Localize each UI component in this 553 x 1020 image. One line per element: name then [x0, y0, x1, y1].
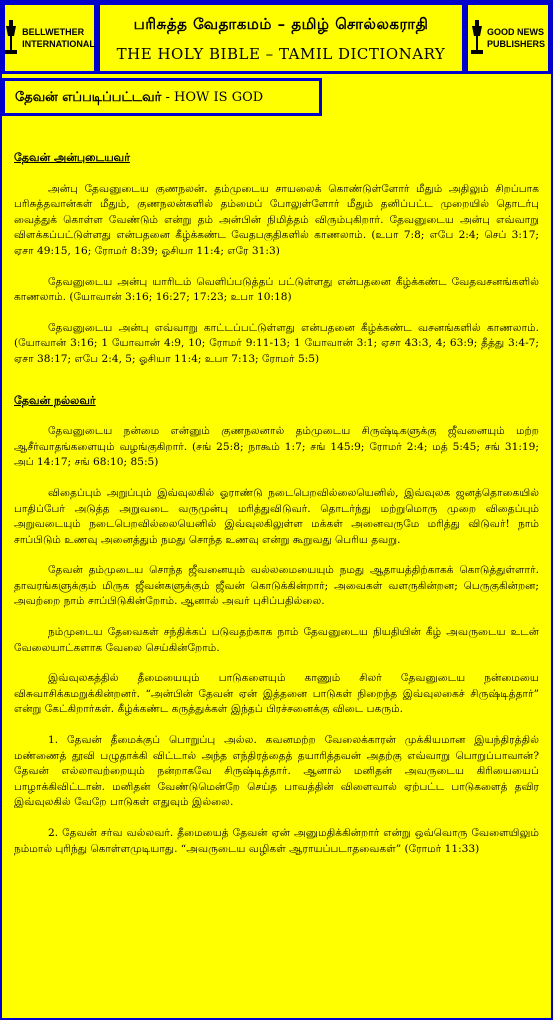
paragraph: இவ்வுலகத்தில் தீமையையும் பாடுகளையும் காணும் சிலர் தேவனுடைய நன்மையை விசுவாசிக்கமறுக்கின்றனர். “அன்பின் தேவன் ஏன் இத்தனை பாடுகள் நிறைந்த இவ்வுலகைச் சிருஷ்டித்தார்” என்று கேட்கிறார்கள். கீழ்க்கண்ட கருத்துக்கள் இந்தப் பிரச்சனைக்கு விடை பகரும். — [14, 672, 539, 716]
paragraph: தேவனுடைய அன்பு எவ்வாறு காட்டப்பட்டுள்ளது என்பதனை கீழ்க்கண்ட வசனங்களில் காணலாம். (யோவான் 3:16; 1 யோவான் 4:9, 10; ரோமர் 9:11-13; 1 யோவான் 3:1; ஏசா 43:3, 4; 63:9; தீத்து 3:4-7; ஏசா 38:17; எபே 2:4, 5; ஓசியா 11:4; உபா 7:13; ரோமர் 5:5) — [14, 321, 539, 365]
paragraph: 1. தேவன் தீமைக்குப் பொறுப்பு அல்ல. கவனமற்ற வேலைக்காரன் முக்கியமான இயந்திரத்தில் மண்ணைத் தூவி பழுதாக்கி விட்டால் அந்த எந்திரத்தைத் தயாரித்தவன் அதற்கு எவ்வாறு பொறுப்பாவான்? தேவன் எல்லாவற்றையும் நன்றாகவே சிருஷ்டித்தார். ஆனால் மனிதன் அவருடைய கிரியையைப் பாழாக்கிவிட்டான். மனிதன் வேண்டுமென்றே செய்த பாவத்தின் விளைவால் ஏற்பட்ட பாடுகளைத் தவிர இவ்வுலகில் வேறே பாடுகள் எதுவும் இல்லை. — [14, 734, 539, 809]
title-english: THE HOLY BIBLE – TAMIL DICTIONARY — [116, 45, 446, 63]
logo-left-line-2: INTERNATIONAL — [22, 39, 95, 49]
paragraph: விதைப்பும் அறுப்பும் இவ்வுலகில் ஓராண்டு நடைபெறவில்லையெனில், இவ்வுலக ஜனத்தொகையில் பாதிப்பேர் அடுத்த அறுவடை வருமுன்பு மரித்துவிடுவர். தொடர்ந்து மற்றுமொரு முறை விதைப்பும் அறுவடையும் நடைபெறவில்லையெனில் இவ்வுலகிலுள்ள மக்கள் அனைவருமே மரித்து விடுவர்! நாம் சாப்பிடும் உணவு அனைத்தும் நமது சொந்த உணவு என்று கூறுவது பெரிய தவறு. — [14, 486, 539, 546]
logo-right-line-1: GOOD NEWS — [486, 27, 544, 37]
bellwether-logo — [2, 2, 97, 74]
section-heading: தேவன் அன்புடையவர் — [14, 151, 130, 164]
paragraph: தேவனுடைய அன்பு யாரிடம் வெளிப்படுத்தப் பட்டுள்ளது என்பதனை கீழ்க்கண்ட வேதவசனங்களில் காணலாம். (யோவான் 3:16; 16:27; 17:23; உபா 10:18) — [14, 275, 539, 304]
topic-box — [2, 78, 322, 116]
topic-tamil: தேவன் எப்படிப்பட்டவர் — [15, 90, 162, 105]
article-body — [14, 150, 539, 872]
topic-english: - HOW IS GOD — [161, 90, 264, 105]
title-box — [97, 2, 465, 74]
paragraph: தேவன் தம்முடைய சொந்த ஜீவனையும் வல்லமையையும் நமது ஆதாயத்திற்காகக் கொடுத்துள்ளார். தாவரங்களுக்கும் மிருக ஜீவன்களுக்கும் ஜீவன் கொடுக்கின்றார்; அவைகள் வளருகின்றன; பெருகுகின்றன; அவற்றை நாம் சாப்பிடுகின்றோம். ஆனால் அவர் புசிப்பதில்லை. — [14, 564, 539, 608]
paragraph: தேவனுடைய நன்மை என்னும் குணநலனால் தம்முடைய சிருஷ்டிகளுக்கு ஜீவனையும் மற்ற ஆசீர்வாதங்களையும் வழங்குகிறார். (சங் 25:8; நாகூம் 1:7; சங் 145:9; ரோமர் 2:4; மத் 5:45; சங் 31:19; அப் 14:17; சங் 68:10; 85:5) — [14, 425, 539, 469]
paragraph: 2. தேவன் சர்வ வல்லவர். தீமையைத் தேவன் ஏன் அனுமதிக்கின்றார் என்று ஒவ்வொரு வேளையிலும் நம்மால் புரிந்து கொள்ளமுடியாது. “அவருடைய வழிகள் ஆராயப்படாதவைகள்” (ரோமர் 11:33) — [14, 827, 539, 855]
lamp-icon — [4, 18, 18, 58]
paragraph: நம்முடைய தேவைகள் சந்திக்கப் படுவதற்காக நாம் தேவனுடைய நியதியின் கீழ் அவருடைய உடன் வேலையாட்களாக வேலை செய்கின்றோம். — [14, 626, 539, 654]
lamp-icon — [471, 18, 483, 58]
title-tamil: பரிசுத்த வேதாகமம் – தமிழ் சொல்லகராதி — [133, 15, 429, 33]
section-heading: தேவன் நல்லவர் — [14, 393, 96, 407]
paragraph: அன்பு தேவனுடைய குணநலன். தம்முடைய சாயலைக் கொண்டுள்ளோர் மீதும் அதிலும் சிறப்பாக பரிசுத்தவான்கள் மீதும், குணநலன்களில் தம்மைப் போலுள்ளோர் மீதும் தனிப்பட்ட முறையில் தொடர்பு வைத்துக் கொள்ள வேண்டும் என்று தம் அன்பின் நிமித்தம் விரும்புகிறார். தேவனுடைய அன்பு எவ்வாறு விளக்கப்பட்டுள்ளது என்பதனை கீழ்க்கண்ட வேதபகுதிகளில் காணலாம். (உபா 7:8; எபே 2:4; செப் 3:17; ஏசா 49:15, 16; ரோமர் 8:39; ஓசியா 11:4; எரே 31:3) — [14, 182, 539, 257]
logo-left-line-1: BELLWETHER — [22, 27, 85, 37]
good-news-logo — [465, 2, 551, 74]
logo-right-line-2: PUBLISHERS — [486, 39, 545, 49]
